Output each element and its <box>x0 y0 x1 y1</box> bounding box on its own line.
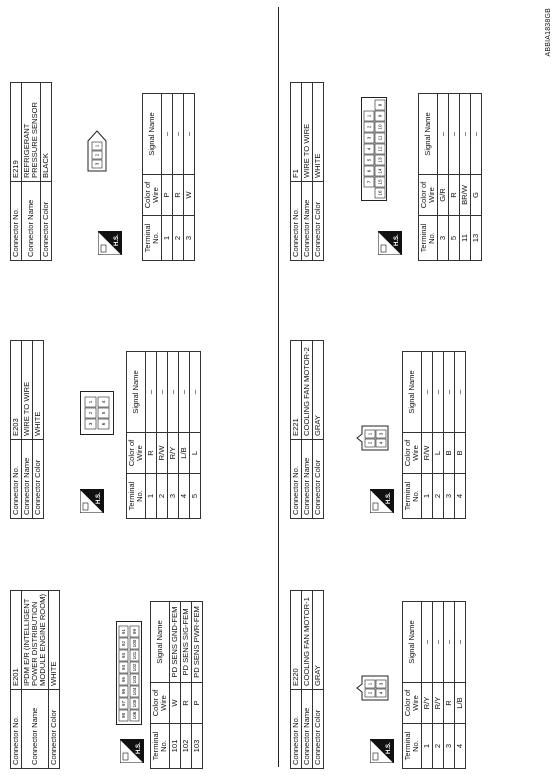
connector-color-value: WHITE <box>312 83 323 182</box>
hs-badge-icon <box>120 739 144 763</box>
terminal-table <box>418 93 482 261</box>
pin-label: 95 <box>121 676 127 683</box>
pin-label: 4 <box>101 400 107 404</box>
table-row <box>448 94 459 261</box>
pin-label: 100 <box>132 639 138 648</box>
pin-label: 4 <box>378 441 384 445</box>
signal-cell: – <box>183 94 194 175</box>
pin-label: 2 <box>367 691 373 695</box>
wire-cell: G <box>470 175 481 216</box>
connector-info-table <box>290 590 324 769</box>
terminal-table-header <box>127 352 146 519</box>
signal-cell: – <box>470 94 481 175</box>
pin-label: 4 <box>366 147 372 151</box>
pin-label: 10 <box>377 124 383 130</box>
terminal-no-header: Terminal No. <box>151 724 170 769</box>
signal-cell: PD SENS SIG-FEM <box>180 602 191 683</box>
connector-name-label: Connector Name <box>301 690 312 769</box>
pin-label: 97 <box>121 700 127 707</box>
connector-color-row <box>48 591 59 769</box>
connector-no-value: E221 <box>291 341 302 440</box>
connector-info-table <box>10 340 44 519</box>
connector-no-row <box>11 83 22 261</box>
hs-badge-icon <box>370 489 394 513</box>
connector-name-value: IPDM E/R (INTELLIGENT POWER DISTRIBUTION MODULE ENGINE ROOM) <box>21 591 48 690</box>
connector-block-e220 <box>290 521 552 769</box>
terminal-no-header: Terminal No. <box>419 216 438 261</box>
table-row <box>172 94 183 261</box>
pin-label: 101 <box>132 651 138 660</box>
pin-label: 3 <box>88 422 94 426</box>
terminal-cell: 11 <box>459 216 470 261</box>
terminal-cell: 3 <box>443 724 454 769</box>
pin-label: 15 <box>377 179 383 185</box>
wire-cell: R <box>448 175 459 216</box>
pin-label: 2 <box>88 411 94 415</box>
pin-label: 96 <box>121 688 127 695</box>
signal-cell: – <box>454 602 465 683</box>
connector-face-diagram <box>358 97 393 201</box>
terminal-table <box>402 351 466 519</box>
wire-cell: R/Y <box>421 683 432 724</box>
hs-label: H.S. <box>386 492 392 504</box>
table-row <box>443 352 454 519</box>
wire-cell: L/B <box>454 683 465 724</box>
table-row <box>470 94 481 261</box>
table-row <box>156 352 167 519</box>
connector-color-value: GRAY <box>312 591 323 690</box>
connector-no-row <box>291 591 302 769</box>
table-row <box>421 352 432 519</box>
table-row <box>459 94 470 261</box>
table-row <box>189 352 200 519</box>
pin-label: 2 <box>367 441 373 445</box>
pin-layout <box>356 423 390 453</box>
table-row <box>145 352 156 519</box>
signal-cell: PD SENS GND-FEM <box>169 602 180 683</box>
wire-color-header: Color of Wire <box>143 175 162 216</box>
connector-info-table <box>290 340 324 519</box>
wire-color-header: Color of Wire <box>403 433 422 474</box>
pin-label: 99 <box>132 628 138 635</box>
pin-label: 1 <box>88 400 94 404</box>
connector-name-value: WIRE TO WIRE <box>301 83 312 182</box>
pin-label: 4 <box>378 691 384 695</box>
connector-no-label: Connector No. <box>11 182 22 261</box>
connector-color-value: BLACK <box>40 83 51 182</box>
connector-no-label: Connector No. <box>291 182 302 261</box>
signal-name-header: Signal Name <box>151 602 170 683</box>
wire-cell: R <box>180 683 191 724</box>
reference-code: ABBIA1838GB <box>545 8 552 57</box>
signal-cell: – <box>437 94 448 175</box>
signal-cell: – <box>421 352 432 433</box>
signal-cell: – <box>432 602 443 683</box>
connector-color-value: WHITE <box>32 341 43 440</box>
pin-layout <box>82 129 112 175</box>
signal-cell: – <box>189 352 200 433</box>
connector-name-label: Connector Name <box>301 182 312 261</box>
connector-face-diagram <box>82 129 117 175</box>
pin-label: 3 <box>366 136 372 140</box>
wire-cell: G/R <box>437 175 448 216</box>
pin-label: 8 <box>377 103 383 107</box>
terminal-table-header <box>143 94 162 261</box>
table-row <box>454 352 465 519</box>
pin-label: 2 <box>366 125 372 129</box>
connector-name-row <box>21 83 40 261</box>
hs-badge-icon <box>378 231 402 255</box>
terminal-no-header: Terminal No. <box>127 474 146 519</box>
hs-label: H.S. <box>386 742 392 754</box>
terminal-cell: 2 <box>172 216 183 261</box>
terminal-cell: 5 <box>448 216 459 261</box>
wire-cell: W <box>183 175 194 216</box>
hs-label: H.S. <box>114 234 120 246</box>
terminal-cell: 3 <box>443 474 454 519</box>
pin-label: 102 <box>132 663 138 672</box>
pin-label: 16 <box>377 190 383 196</box>
connector-color-label: Connector Color <box>312 440 323 519</box>
connector-info-table <box>290 82 324 261</box>
pin-label: 14 <box>377 168 383 174</box>
wire-cell: P <box>161 175 172 216</box>
wire-cell: L/B <box>178 433 189 474</box>
connector-color-label: Connector Color <box>312 690 323 769</box>
connector-no-label: Connector No. <box>11 440 22 519</box>
terminal-no-header: Terminal No. <box>403 474 422 519</box>
pin-label: 6 <box>366 169 372 173</box>
wire-cell: B <box>443 433 454 474</box>
connector-color-label: Connector Color <box>32 440 43 519</box>
signal-cell: PD SENS PWR-FEM <box>191 602 202 683</box>
connector-name-row <box>21 341 32 519</box>
wire-cell: R <box>145 433 156 474</box>
connector-name-value: COOLING FAN MOTOR-2 <box>301 341 312 440</box>
connector-color-row <box>32 341 43 519</box>
connector-face-diagram <box>356 423 395 453</box>
signal-name-header: Signal Name <box>403 352 422 433</box>
terminal-cell: 102 <box>180 724 191 769</box>
table-row <box>421 602 432 769</box>
hs-label: H.S. <box>136 742 142 754</box>
table-row <box>443 602 454 769</box>
table-row <box>178 352 189 519</box>
terminal-cell: 4 <box>454 474 465 519</box>
wire-cell: L <box>432 433 443 474</box>
terminal-table-header <box>403 602 422 769</box>
pin-label: 12 <box>377 146 383 152</box>
connector-name-row <box>301 341 312 519</box>
terminal-table <box>126 351 201 519</box>
hs-badge-icon <box>80 489 104 513</box>
pin-layout <box>358 97 388 201</box>
connector-name-row <box>301 83 312 261</box>
connector-info-table <box>10 590 60 769</box>
table-row <box>183 94 194 261</box>
terminal-cell: 1 <box>421 474 432 519</box>
wire-cell: R <box>172 175 183 216</box>
signal-cell: – <box>443 352 454 433</box>
connector-color-label: Connector Color <box>40 182 51 261</box>
terminal-cell: 3 <box>183 216 194 261</box>
signal-cell: – <box>421 602 432 683</box>
connector-name-row <box>301 591 312 769</box>
connector-color-label: Connector Color <box>48 690 59 769</box>
terminal-cell: 3 <box>437 216 448 261</box>
connector-no-label: Connector No. <box>291 690 302 769</box>
table-row <box>454 602 465 769</box>
signal-cell: – <box>432 352 443 433</box>
pin-label: 92 <box>121 640 127 647</box>
terminal-cell: 2 <box>156 474 167 519</box>
wire-color-header: Color of Wire <box>127 433 146 474</box>
pin-label: 13 <box>377 157 383 163</box>
pin-label: 104 <box>132 687 138 696</box>
terminal-cell: 2 <box>432 724 443 769</box>
terminal-cell: 101 <box>169 724 180 769</box>
connector-block-e219 <box>10 13 272 261</box>
terminal-table-header <box>403 352 422 519</box>
pin-label: 7 <box>366 180 372 184</box>
connector-no-label: Connector No. <box>11 690 22 769</box>
connector-no-value: E220 <box>291 591 302 690</box>
connector-color-value: WHITE <box>48 591 59 690</box>
signal-name-header: Signal Name <box>419 94 438 175</box>
wire-cell: L <box>189 433 200 474</box>
pin-label: 11 <box>377 135 383 141</box>
table-row <box>169 602 180 769</box>
connector-no-value: E201 <box>11 591 22 690</box>
connector-face-diagram <box>112 621 149 725</box>
table-row <box>432 352 443 519</box>
connector-color-label: Connector Color <box>312 182 323 261</box>
pin-layout <box>356 673 390 703</box>
connector-name-label: Connector Name <box>21 182 40 261</box>
wire-color-header: Color of Wire <box>419 175 438 216</box>
connector-block-f1 <box>290 13 552 261</box>
hs-badge-icon <box>98 231 122 255</box>
terminal-cell: 1 <box>145 474 156 519</box>
terminal-cell: 1 <box>161 216 172 261</box>
connector-no-label: Connector No. <box>291 440 302 519</box>
table-row <box>191 602 202 769</box>
pin-label: 1 <box>367 432 373 436</box>
hs-badge-icon <box>370 739 394 763</box>
connector-face-diagram <box>356 673 395 703</box>
wire-cell: R/W <box>156 433 167 474</box>
section-divider <box>278 7 279 767</box>
pin-label: 106 <box>132 711 138 720</box>
pin-label: 93 <box>121 652 127 659</box>
connector-no-row <box>291 83 302 261</box>
connector-color-row <box>312 591 323 769</box>
connector-block-e201 <box>10 521 272 769</box>
wire-cell: W <box>169 683 180 724</box>
terminal-cell: 4 <box>178 474 189 519</box>
pin-label: 3 <box>378 682 384 686</box>
wire-color-header: Color of Wire <box>151 683 170 724</box>
terminal-table <box>150 601 203 769</box>
terminal-cell: 103 <box>191 724 202 769</box>
connector-name-label: Connector Name <box>301 440 312 519</box>
terminal-cell: 1 <box>421 724 432 769</box>
signal-name-header: Signal Name <box>143 94 162 175</box>
pin-label: 91 <box>121 628 127 635</box>
pin-label: 103 <box>132 675 138 684</box>
signal-name-header: Signal Name <box>127 352 146 433</box>
pin-label: 1 <box>367 682 373 686</box>
signal-cell: – <box>443 602 454 683</box>
terminal-cell: 5 <box>189 474 200 519</box>
wire-cell: R <box>443 683 454 724</box>
connector-color-row <box>40 83 51 261</box>
table-row <box>432 602 443 769</box>
wire-color-header: Color of Wire <box>403 683 422 724</box>
pin-label: 9 <box>377 114 383 118</box>
table-row <box>437 94 448 261</box>
connector-no-row <box>11 591 22 769</box>
wire-cell: P <box>191 683 202 724</box>
connector-info-table <box>10 82 52 261</box>
connector-no-value: E203 <box>11 341 22 440</box>
table-row <box>180 602 191 769</box>
connector-face-diagram <box>80 391 119 435</box>
connector-no-row <box>11 341 22 519</box>
connector-no-value: E219 <box>11 83 22 182</box>
hs-label: H.S. <box>96 492 102 504</box>
pin-label: 6 <box>101 422 107 426</box>
connector-name-value: WIRE TO WIRE <box>21 341 32 440</box>
pin-label: 5 <box>101 411 107 415</box>
connector-color-value: GRAY <box>312 341 323 440</box>
signal-name-header: Signal Name <box>403 602 422 683</box>
signal-cell: – <box>454 352 465 433</box>
wire-cell: BR/W <box>459 175 470 216</box>
terminal-cell: 2 <box>432 474 443 519</box>
wire-cell: R/Y <box>167 433 178 474</box>
pin-layout <box>112 621 144 725</box>
signal-cell: – <box>156 352 167 433</box>
signal-cell: – <box>178 352 189 433</box>
wire-cell: R/W <box>421 433 432 474</box>
connector-no-value: F1 <box>291 83 302 182</box>
terminal-cell: 3 <box>167 474 178 519</box>
signal-cell: – <box>448 94 459 175</box>
terminal-no-header: Terminal No. <box>403 724 422 769</box>
wire-cell: B <box>454 433 465 474</box>
terminal-table-header <box>151 602 170 769</box>
connector-color-row <box>312 341 323 519</box>
pin-label: 5 <box>366 158 372 162</box>
pin-label: 3 <box>94 162 100 166</box>
pin-layout <box>80 391 114 435</box>
connector-block-e203 <box>10 271 272 519</box>
pin-label: 3 <box>378 432 384 436</box>
table-row <box>161 94 172 261</box>
connector-no-row <box>291 341 302 519</box>
connector-name-row <box>21 591 48 769</box>
pin-label: 105 <box>132 699 138 708</box>
pin-label: 1 <box>366 114 372 118</box>
terminal-cell: 4 <box>454 724 465 769</box>
connector-name-value: REFRIGERANT PRESSURE SENSOR <box>21 83 40 182</box>
signal-cell: – <box>459 94 470 175</box>
connector-color-row <box>312 83 323 261</box>
pin-label: 1 <box>94 144 100 148</box>
signal-cell: – <box>172 94 183 175</box>
pin-label: 98 <box>121 712 127 719</box>
signal-cell: – <box>161 94 172 175</box>
terminal-no-header: Terminal No. <box>143 216 162 261</box>
hs-label: H.S. <box>394 234 400 246</box>
pin-label: 2 <box>94 153 100 157</box>
signal-cell: – <box>145 352 156 433</box>
connector-name-label: Connector Name <box>21 440 32 519</box>
signal-cell: – <box>167 352 178 433</box>
pin-label: 94 <box>121 664 127 671</box>
connector-name-value: COOLING FAN MOTOR-1 <box>301 591 312 690</box>
terminal-table <box>142 93 195 261</box>
terminal-cell: 13 <box>470 216 481 261</box>
connector-block-e221 <box>290 271 552 519</box>
terminal-table-header <box>419 94 438 261</box>
table-row <box>167 352 178 519</box>
wire-cell: R/Y <box>432 683 443 724</box>
terminal-table <box>402 601 466 769</box>
connector-name-label: Connector Name <box>21 690 48 769</box>
